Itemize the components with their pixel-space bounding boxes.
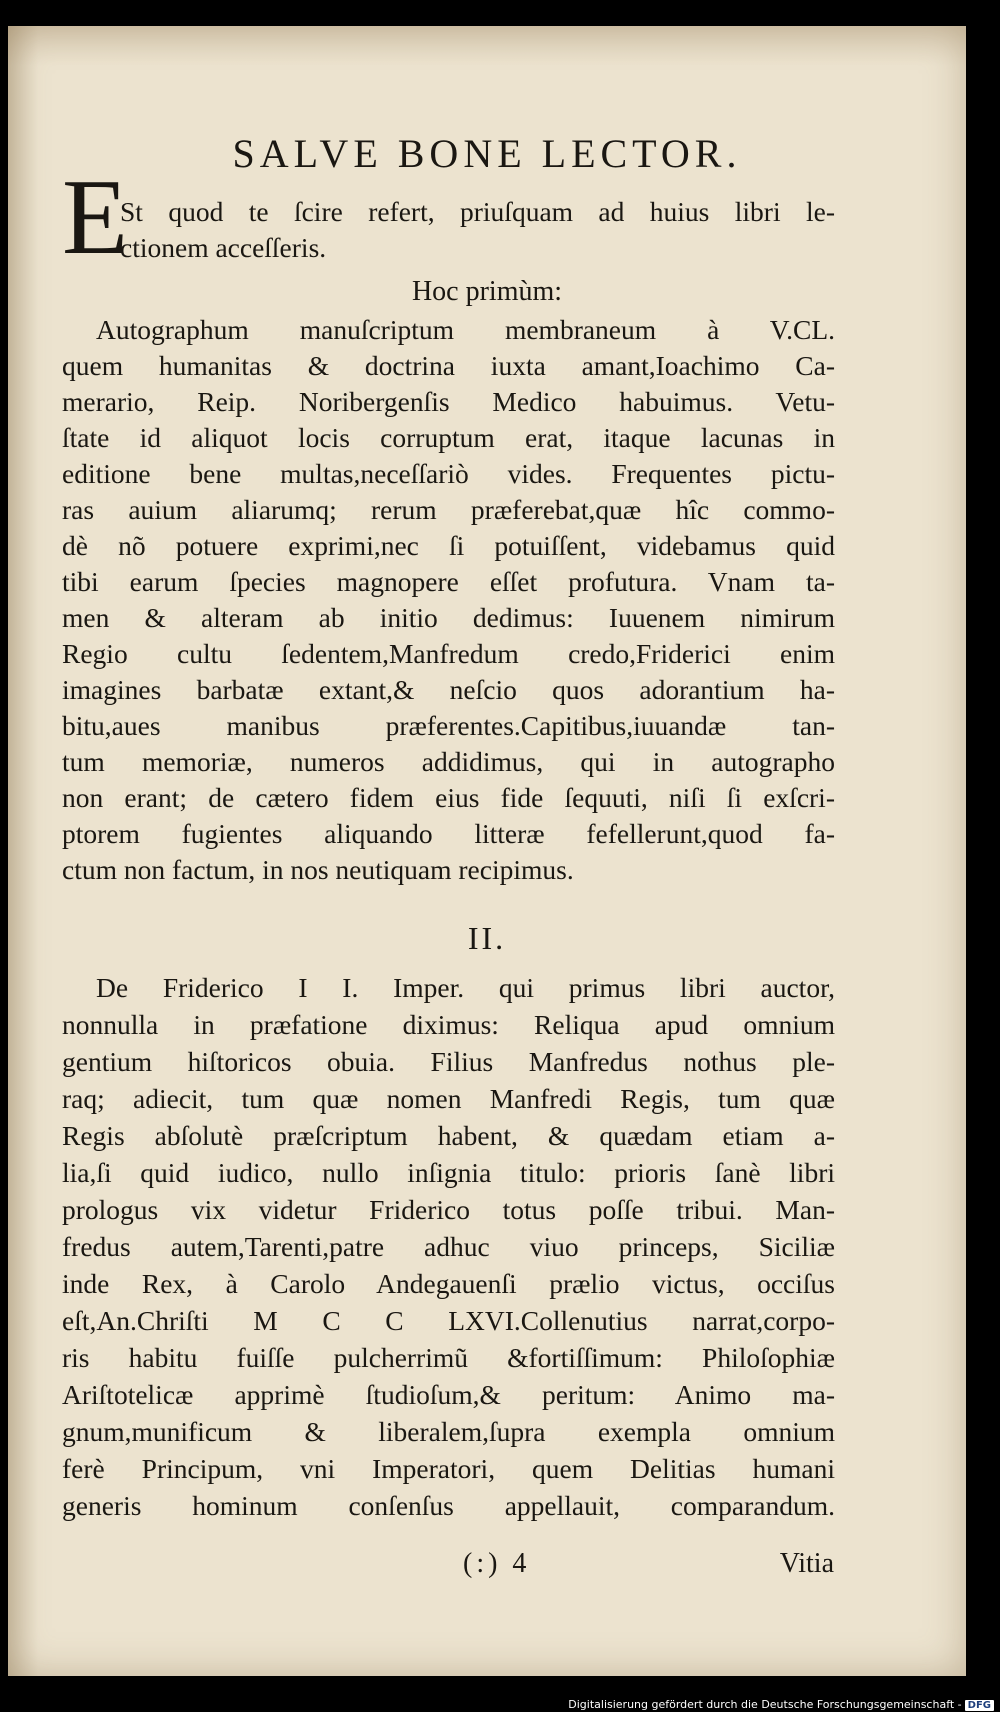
text-line: quem humanitas & doctrina iuxta amant,Ioachimo Ca- [62, 350, 835, 381]
text-line: eſt,An.Chriſti M C C LXVI.Collenutius narrat,corpo- [62, 1305, 835, 1336]
text-line: generis hominum conſenſus appellauit, comparandum. [62, 1490, 835, 1521]
text-line: merario, Reip. Noribergenſis Medico habuimus. Vetu- [62, 386, 835, 417]
text-line: Regio cultu ſedentem,Manfredum credo,Friderici enim [62, 638, 835, 669]
text-line: ris habitu fuiſſe pulcherrimũ &fortiſſimum: Philoſophiæ [62, 1342, 835, 1373]
text-line: ferè Principum, vni Imperatori, quem Delitias humani [62, 1453, 835, 1484]
book-page [8, 26, 966, 1676]
text-line: inde Rex, à Carolo Andegauenſi prælio victus, occiſus [62, 1268, 835, 1299]
drop-cap-initial: E [62, 158, 128, 277]
text-line: nonnulla in præfatione diximus: Reliqua apud omnium [62, 1009, 835, 1040]
text-line: fredus autem,Tarenti,patre adhuc viuo princeps, Siciliæ [62, 1231, 835, 1262]
text-line: raq; adiecit, tum quæ nomen Manfredi Regis, tum quæ [62, 1083, 835, 1114]
text-line: editione bene multas,neceſſariò vides. Frequentes pictu- [62, 458, 835, 489]
text-line: dè nõ potuere exprimi,nec ſi potuiſſent, videbamus quid [62, 530, 835, 561]
text-line: prologus vix videtur Friderico totus poſſe tribui. Man- [62, 1194, 835, 1225]
text-line: bitu,aues manibus præferentes.Capitibus,iuuandæ tan- [62, 710, 835, 741]
text-line: men & alteram ab initio dedimus: Iuuenem nimirum [62, 602, 835, 633]
text-line: ptorem fugientes aliquando litteræ fefellerunt,quod fa- [62, 818, 835, 849]
text-line: lia,ſi quid iudico, nullo inſignia titulo: prioris ſanè libri [62, 1157, 835, 1188]
catchword: Vitia [779, 1548, 834, 1579]
text-line: ctum non factum, in nos neutiquam recipimus. [62, 854, 574, 885]
intro-line: St quod te ſcire refert, priuſquam ad huius libri le- [120, 196, 835, 227]
digitization-credit [568, 1698, 994, 1711]
signature-mark: (:) 4 [463, 1548, 531, 1579]
text-line: Ariſtotelicæ apprimè ſtudioſum,& peritum: Animo ma- [62, 1379, 835, 1410]
text-line: tibi earum ſpecies magnopere eſſet profutura. Vnam ta- [62, 566, 835, 597]
dfg-logo-icon: DFG [965, 1700, 994, 1711]
text-line: Regis abſolutè præſcriptum habent, & quædam etiam a- [62, 1120, 835, 1151]
text-line: gentium hiſtoricos obuia. Filius Manfredus nothus ple- [62, 1046, 835, 1077]
text-line: tum memoriæ, numeros addidimus, qui in autographo [62, 746, 835, 777]
credit-text: Digitalisierung gefördert durch die Deutsche Forschungsgemeinschaft - [568, 1698, 962, 1711]
text-line: De Friderico I I. Imper. qui primus libri auctor, [96, 972, 835, 1003]
section-two-numeral: II. [467, 920, 507, 956]
text-line: ras auium aliarumq; rerum præferebat,quæ hîc commo- [62, 494, 835, 525]
text-line: non erant; de cætero fidem eius fide ſequuti, niſi ſi exſcri- [62, 782, 835, 813]
intro-line: ctionem acceſſeris. [120, 232, 327, 263]
text-line: Autographum manuſcriptum membraneum à V.CL. [96, 314, 835, 345]
text-line: imagines barbatæ extant,& neſcio quos adorantium ha- [62, 674, 835, 705]
text-line: ſtate id aliquot locis corruptum erat, itaque lacunas in [62, 422, 835, 453]
page-heading: SALVE BONE LECTOR. [232, 131, 742, 176]
text-line: gnum,munificum & liberalem,ſupra exempla omnium [62, 1416, 835, 1447]
section-one-title: Hoc primùm: [411, 276, 563, 307]
